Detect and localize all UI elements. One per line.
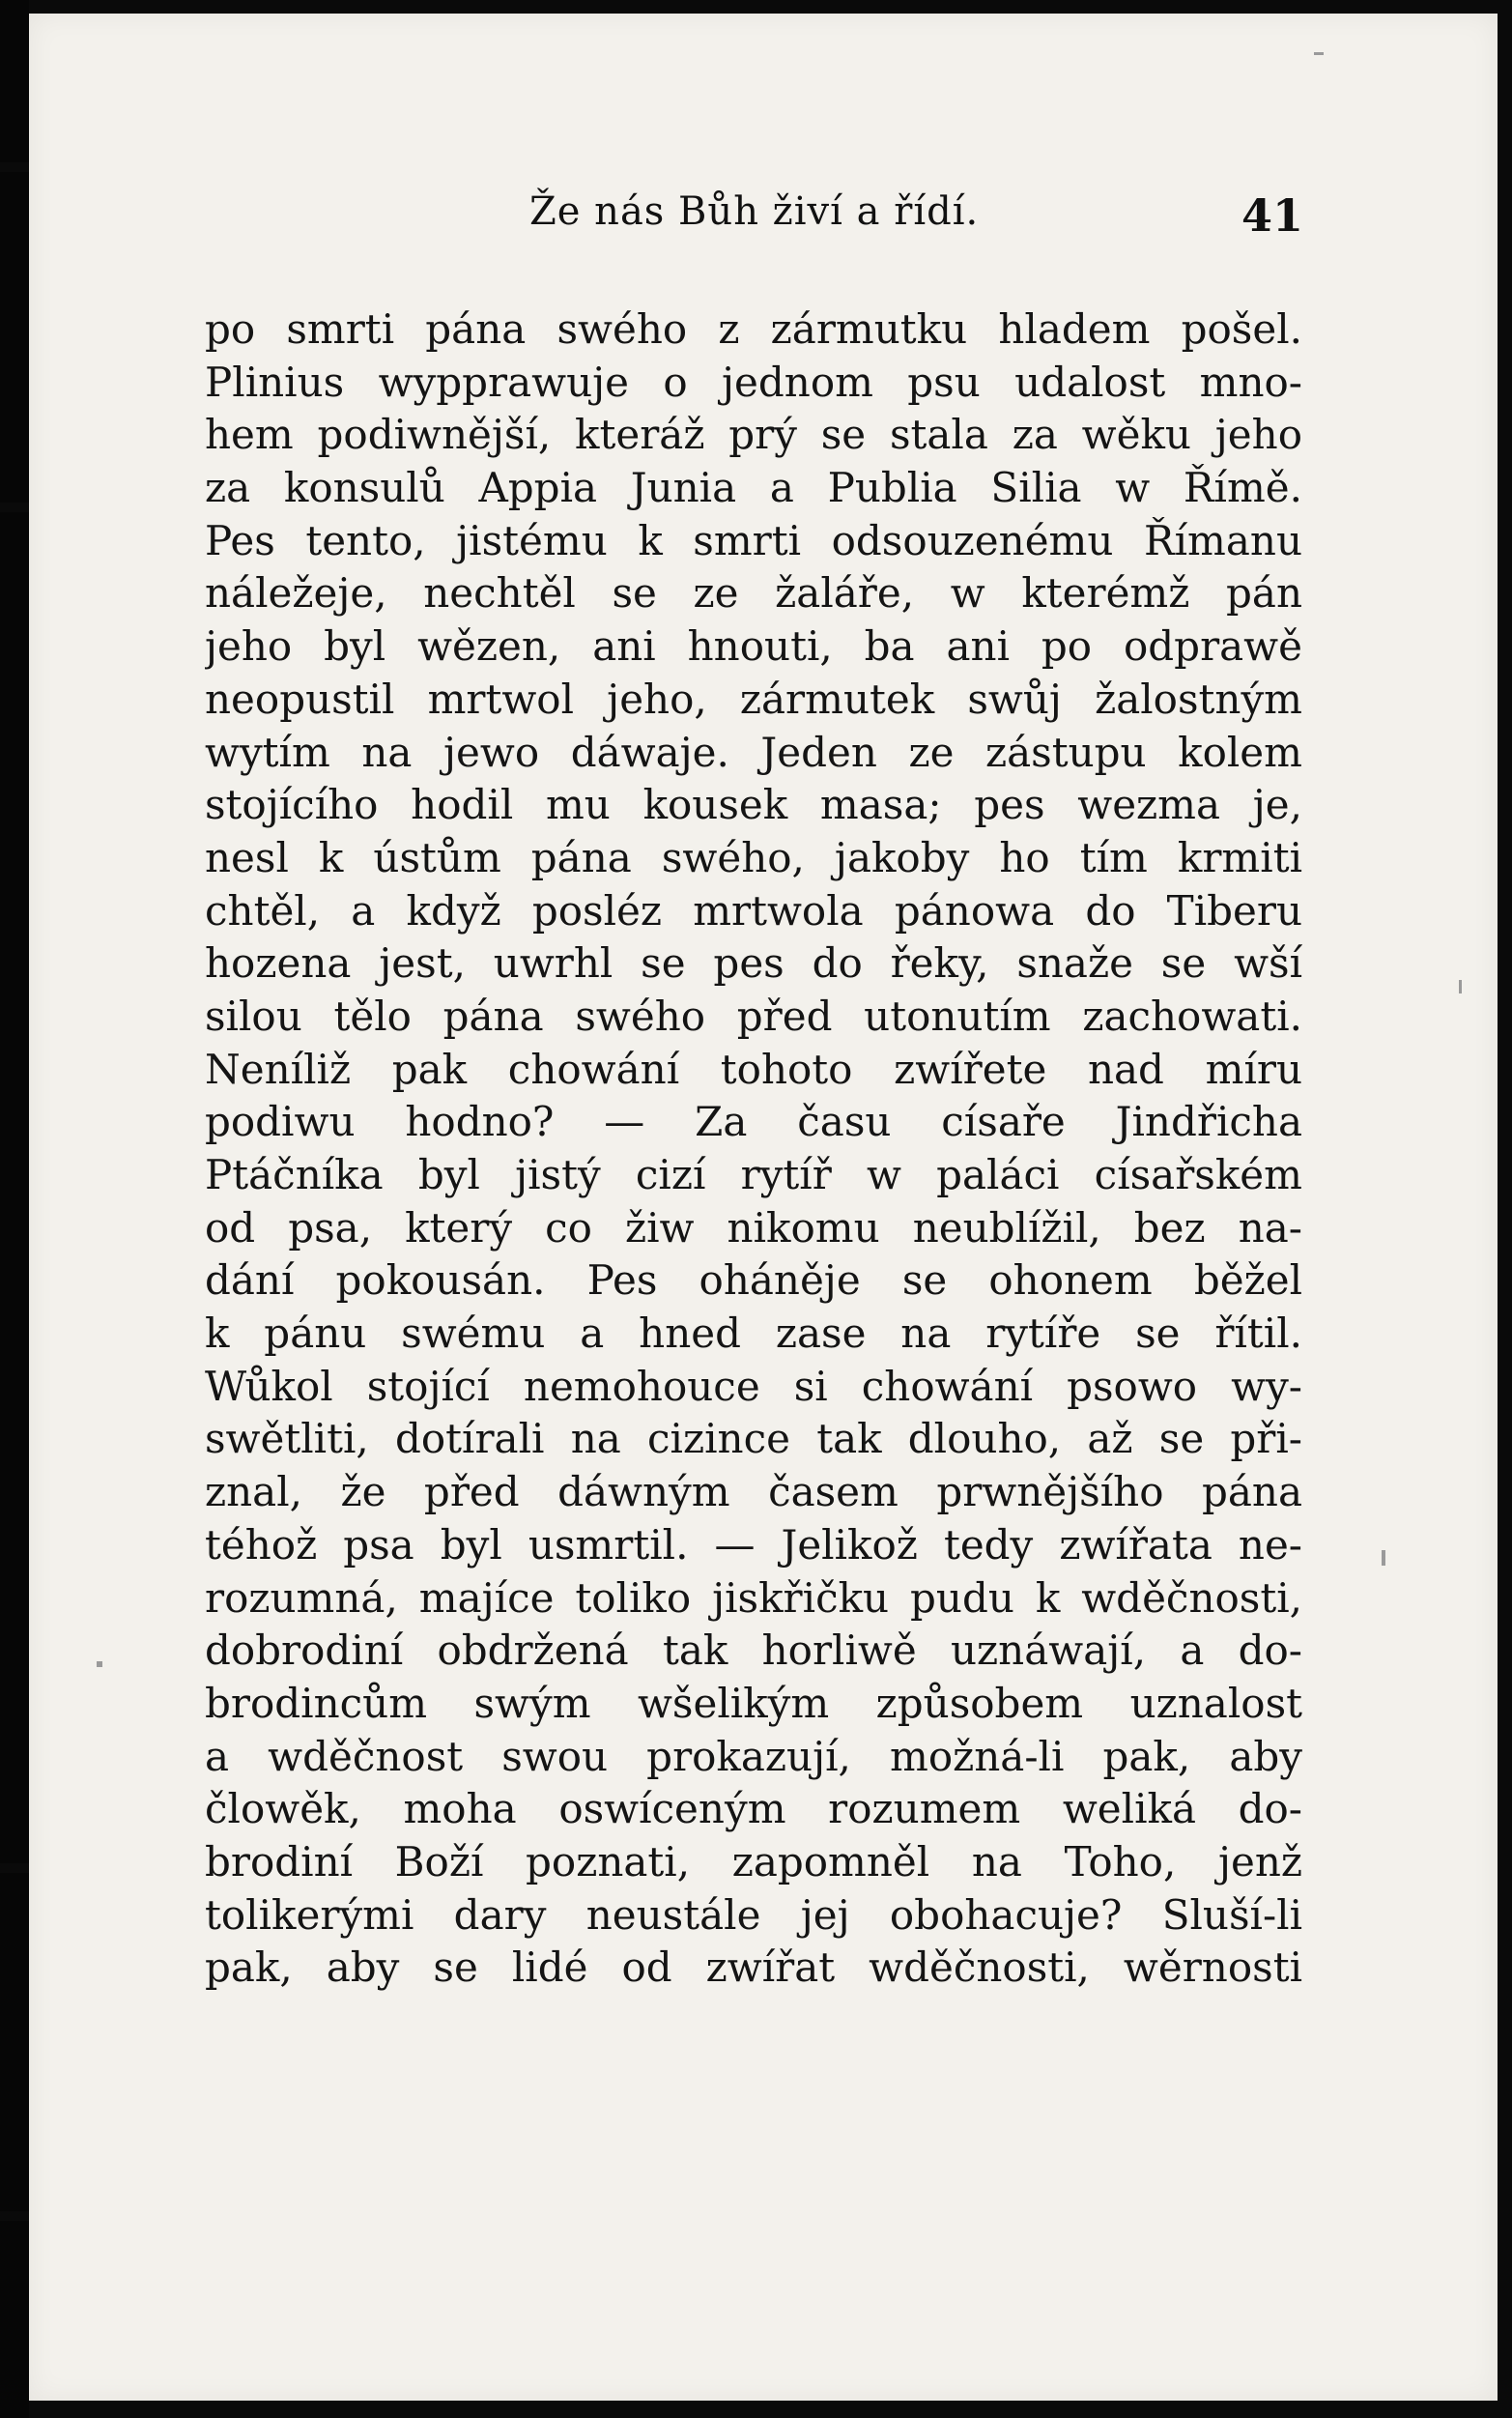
text-line: za konsulů Appia Junia a Publia Silia w Římě. bbox=[205, 464, 1302, 512]
text-line: brodincům swým wšelikým způsobem uznalost bbox=[205, 1679, 1302, 1727]
text-line: brodiní Boží poznati, zapomněl na Toho, jenž bbox=[205, 1837, 1302, 1885]
text-line: nesl k ústům pána swého, jakoby ho tím krmiti bbox=[205, 833, 1302, 881]
text-line: Wůkol stojící nemohouce si chowání psowo wy- bbox=[205, 1362, 1302, 1410]
text-line: pak, aby se lidé od zwířat wděčnosti, wěrnosti bbox=[205, 1943, 1302, 1992]
paper-speck bbox=[1459, 980, 1462, 993]
text-line: Plinius wypprawuje o jednom psu udalost mno- bbox=[205, 358, 1302, 406]
text-line: stojícího hodil mu kousek masa; pes wezma je, bbox=[205, 781, 1302, 829]
text-line: člowěk, moha oswíceným rozumem weliká do- bbox=[205, 1785, 1302, 1833]
text-line: hozena jest, uwrhl se pes do řeky, snaže se wší bbox=[205, 939, 1302, 988]
text-line: Neníliž pak chowání tohoto zwířete nad míru bbox=[205, 1045, 1302, 1093]
text-line: dobrodiní obdržená tak horliwě uznáwají, a do- bbox=[205, 1626, 1302, 1675]
text-line: swětliti, dotírali na cizince tak dlouho, až se při- bbox=[205, 1415, 1302, 1463]
text-line: dání pokousán. Pes oháněje se ohonem běžel bbox=[205, 1256, 1302, 1305]
text-line: podiwu hodno? — Za času císaře Jindřicha bbox=[205, 1098, 1302, 1146]
paper-speck bbox=[97, 1661, 102, 1667]
text-line: znal, že před dáwným časem prwnějšího pána bbox=[205, 1468, 1302, 1516]
text-line: po smrti pána swého z zármutku hladem pošel. bbox=[205, 305, 1302, 353]
text-line: Ptáčníka byl jistý cizí rytíř w paláci císařském bbox=[205, 1151, 1302, 1198]
running-title: Že nás Bůh živí a řídí. bbox=[529, 189, 980, 234]
text-line: rozumná, majíce toliko jiskřičku pudu k wděčnosti, bbox=[205, 1573, 1302, 1622]
text-line: silou tělo pána swého před utonutím zachowati. bbox=[205, 992, 1302, 1040]
paper-speck bbox=[1382, 1550, 1385, 1566]
text-line: od psa, který co žiw nikomu neublížil, bez na- bbox=[205, 1203, 1302, 1252]
text-line: chtěl, a když posléz mrtwola pánowa do Tiberu bbox=[205, 886, 1302, 935]
text-line: téhož psa byl usmrtil. — Jelikož tedy zwířata ne- bbox=[205, 1520, 1302, 1569]
text-line: neopustil mrtwol jeho, zármutek swůj žalostným bbox=[205, 675, 1302, 723]
text-line: jeho byl wězen, ani hnouti, ba ani po odprawě bbox=[205, 622, 1302, 671]
text-line: hem podiwnější, kteráž prý se stala za wěku jeho bbox=[205, 411, 1302, 459]
text-line: náležeje, nechtěl se ze žaláře, w kterémž pán bbox=[205, 569, 1302, 618]
body-text bbox=[205, 303, 1302, 1995]
page-number: 41 bbox=[1241, 189, 1304, 242]
text-line: a wděčnost swou prokazují, možná-li pak, aby bbox=[205, 1732, 1302, 1780]
text-line: Pes tento, jistému k smrti odsouzenému Římanu bbox=[205, 516, 1302, 564]
text-line: tolikerými dary neustále jej obohacuje? Sluší-li bbox=[205, 1890, 1302, 1939]
text-line: wytím na jewo dáwaje. Jeden ze zástupu kolem bbox=[205, 728, 1302, 776]
text-line: k pánu swému a hned zase na rytíře se řítil. bbox=[205, 1310, 1302, 1358]
binding-edge bbox=[0, 0, 29, 2418]
paper-speck bbox=[1314, 52, 1324, 55]
